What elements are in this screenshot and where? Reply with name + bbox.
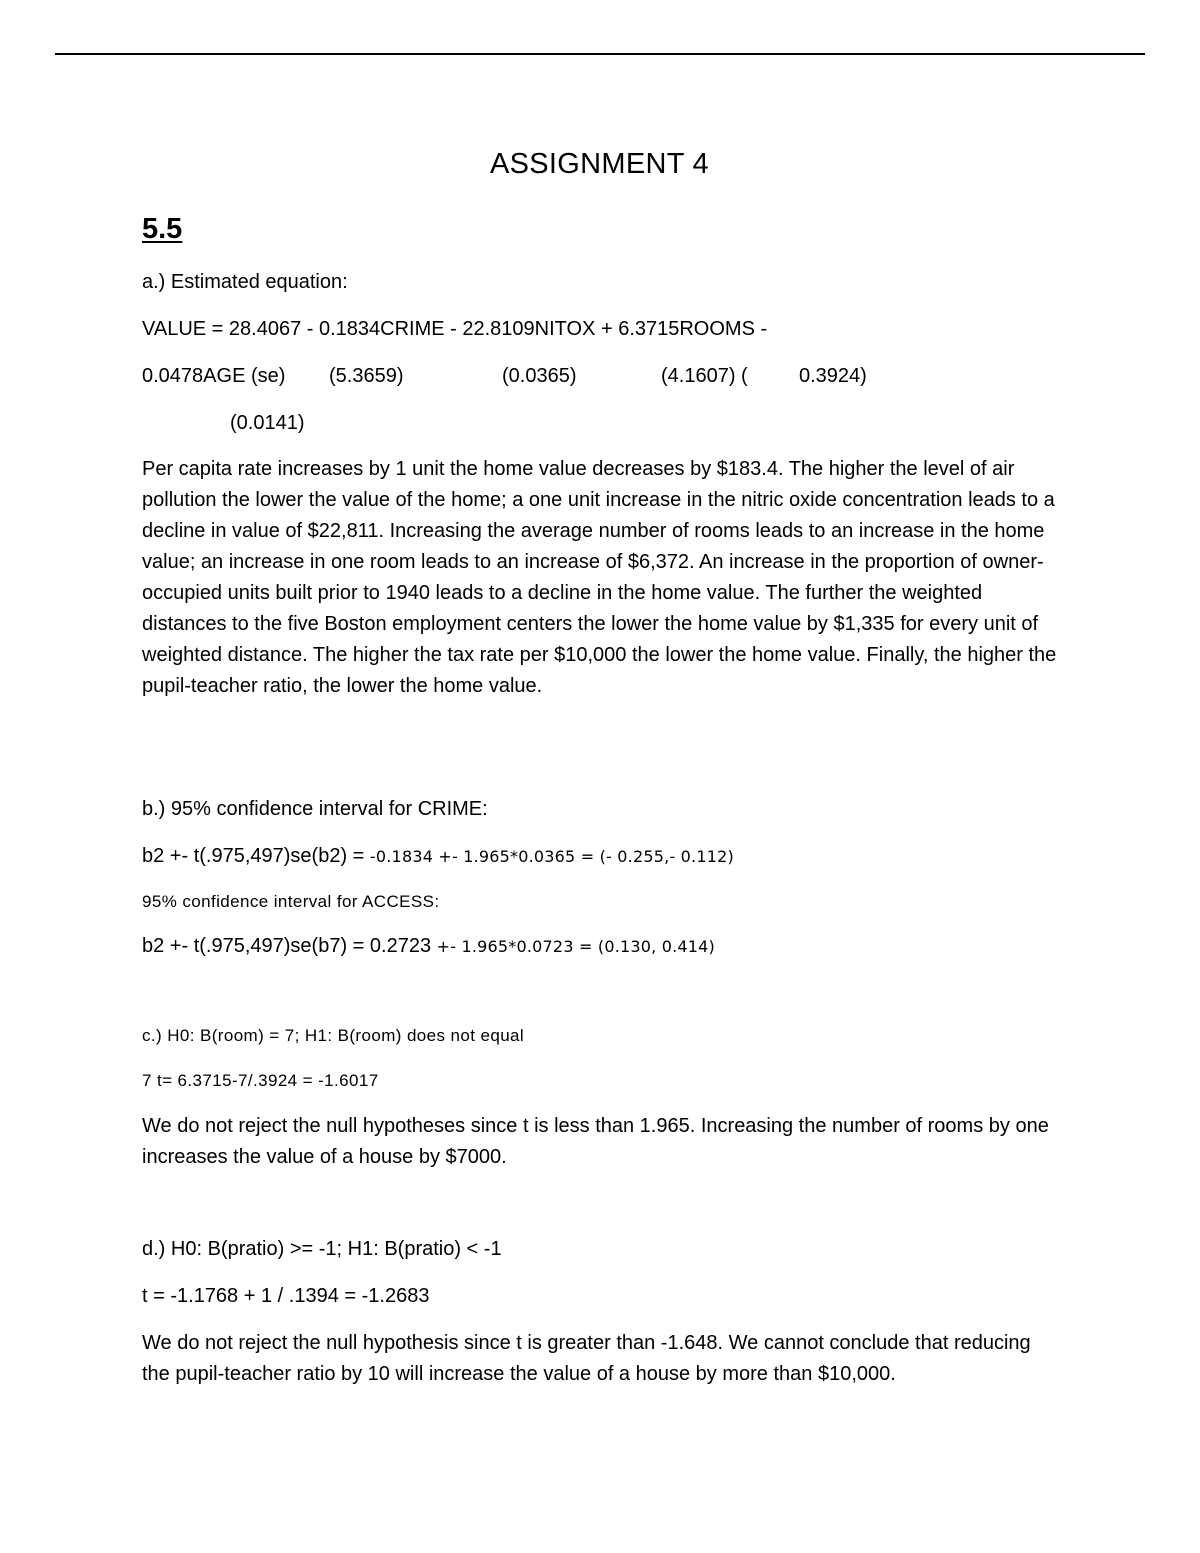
access-interval-formula: b2 +- t(.975,497)se(b7) = 0.2723 (142, 935, 437, 957)
page-title: ASSIGNMENT 4 (489, 148, 709, 180)
part-c-statistic: 7 t= 6.3715-7/.3924 = -1.6017 (142, 1071, 379, 1090)
part-b-label: b.) 95% confidence interval for CRIME: (142, 798, 488, 820)
part-c-hypotheses: c.) H0: B(room) = 7; H1: B(room) does not equal (142, 1026, 525, 1045)
se-value: 0.3924) (799, 365, 867, 387)
part-d-paragraph: We do not reject the null hypothesis since t is greater than -1.648. We cannot conclude that reducing the pupil-teacher ratio by 10 will increase the value of a house by more than $10,000. (142, 1332, 1031, 1385)
top-rule (55, 53, 1145, 55)
part-d-hypotheses: d.) H0: B(pratio) >= -1; H1: B(pratio) < -1 (142, 1238, 502, 1260)
equation-line-2 (142, 365, 1057, 391)
equation-line-1: VALUE = 28.4067 - 0.1834CRIME - 22.8109NITOX + 6.3715ROOMS - (142, 318, 768, 340)
se-value: (4.1607) ( (661, 365, 748, 387)
access-interval (142, 935, 715, 958)
se-value: (0.0365) (502, 365, 577, 387)
access-interval-label: 95% confidence interval for ACCESS: (142, 892, 440, 911)
se-value-last: (0.0141) (230, 412, 305, 434)
part-a-paragraph: Per capita rate increases by 1 unit the home value decreases by $183.4. The higher the level of air pollution the lower the value of the home; a one unit increase in the nitric oxide concentration leads to a decline in value of $22,811. Increasing the average number of rooms leads to an increase in the home value; an increase in one room leads to an increase of $6,372. An increase in the proportion of owner-occupied units built prior to 1940 leads to a decline in the home value. The further the weighted distances to the five Boston employment centers the lower the home value by $1,335 for every unit of weighted distance. The higher the tax rate per $10,000 the lower the home value. Finally, the higher the pupil-teacher ratio, the lower the home value. (142, 458, 1057, 697)
part-d-statistic: t = -1.1768 + 1 / .1394 = -1.2683 (142, 1285, 430, 1307)
crime-interval-formula: b2 +- t(.975,497)se(b2) = (142, 845, 370, 867)
access-interval-values: +- 1.965*0.0723 = (0.130, 0.414) (436, 937, 715, 956)
equation-line-2-start: 0.0478AGE (se) (142, 365, 286, 387)
se-value: (5.3659) (329, 365, 404, 387)
crime-interval-values: -0.1834 +- 1.965*0.0365 = (- 0.255,- 0.112) (369, 847, 734, 866)
part-a-label: a.) Estimated equation: (142, 271, 348, 293)
section-heading: 5.5 (142, 213, 183, 245)
crime-interval (142, 845, 734, 868)
part-c-paragraph: We do not reject the null hypotheses since t is less than 1.965. Increasing the number of rooms by one increases the value of a house by $7000. (142, 1115, 1049, 1168)
